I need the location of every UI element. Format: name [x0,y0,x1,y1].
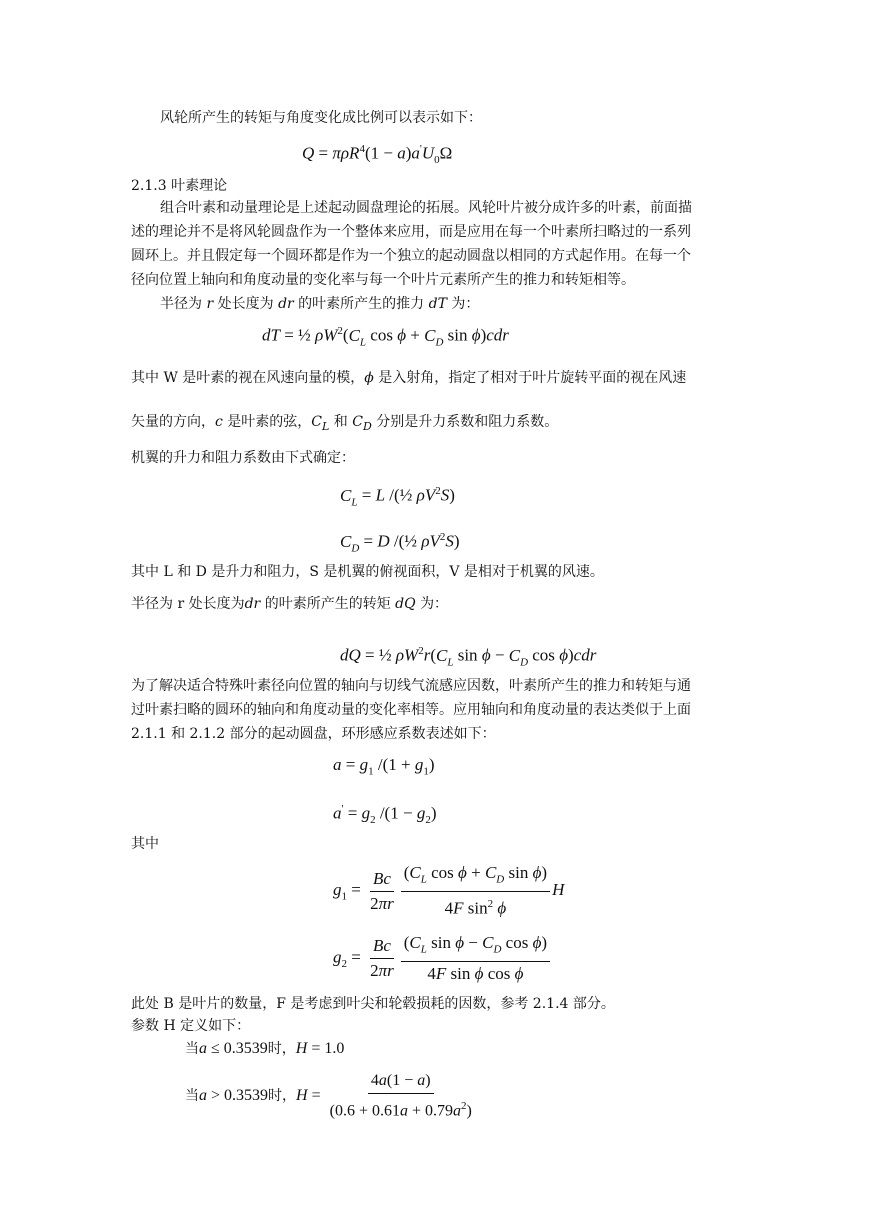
equation-torque-element: dQ = ½ $\rho W^2r(C_L$ $\sin \phi - C_D$ cos ϕ)cdr [340,645,597,669]
paragraph-line: 为了解决适合特殊叶素径向位置的轴向与切线气流感应因数，叶素所产生的推力和转矩与通 [131,678,691,694]
paragraph-torque-element-intro: 半径为 r 处长度为dr 的叶素所产生的转矩 dQ 为： [131,596,449,612]
equation-drag-coefficient: $C_D = D$ /(½ $\rho V^2S$) [340,531,460,555]
equation-torque: $Q = \pi\rho R^4(1 - a)a'U_0\Omega$ [302,143,453,167]
equation-g1: $g_1$ = $\frac{Bc}{2\pi r}$ $\frac{(C_L \cos \phi + C_D \sin \phi)}{4F \sin^2 \phi}$ H [333,863,565,919]
paragraph-line: 机翼的升力和阻力系数由下式确定： [131,450,355,466]
paragraph-line: 组合叶素和动量理论是上述起动圆盘理论的拓展。风轮叶片被分成许多的叶素，前面描 [160,200,692,216]
paragraph-line: 其中 W 是叶素的视在风速向量的模，ϕ 是入射角，指定了相对于叶片旋转平面的视在风速 [131,370,687,386]
paragraph-line: 圆环上。并且假定每一个圆环都是作为一个独立的起动圆盘以相同的方式起作用。在每一个 [131,248,691,264]
equation-lift-coefficient: $C_L = L$ /(½ $\rho V^2S$) [340,485,455,509]
paragraph-line: 述的理论并不是将风轮圆盘作为一个整体来应用，而是应用在每一个叶素所扫略过的一系列 [131,224,691,240]
equation-g2: $g_2$ = $\frac{Bc}{2\pi r}$ $\frac{(C_L \sin \phi - C_D \cos \phi)}{\text{4F sin ϕ cos ϕ}}$ [333,932,552,985]
paragraph-line: 矢量的方向，c 是叶素的弦，$C_L$ 和 $C_D$ 分别是升力系数和阻力系数。 [131,414,559,433]
paragraph-line: 其中 [131,836,159,852]
condition-case-1: 当a ≤ 0.3539时，H = 1.0 [185,1040,345,1057]
equation-thrust: dT = ½ $\rho W^2(C_L$ $\cos \phi + C_D$ sin ϕ)cdr [262,325,509,349]
paragraph-line: 参数 H 定义如下： [131,1018,251,1034]
paragraph-line: 其中 L 和 D 是升力和阻力，S 是机翼的俯视面积，V 是相对于机翼的风速。 [131,564,604,580]
paragraph-line: 过叶素扫略的圆环的轴向和角度动量的变化率相等。应用轴向和角度动量的表达类似于上面 [131,702,691,718]
paragraph-line: 此处 B 是叶片的数量，F 是考虑到叶尖和轮毂损耗的因数，参考 2.1.4 部分。 [131,996,615,1012]
paragraph-line: 径向位置上轴向和角度动量的变化率与每一个叶片元素所产生的推力和转矩相等。 [131,272,635,288]
paragraph-thrust-intro: 半径为 r 处长度为 dr 的叶素所产生的推力 dT 为： [160,296,480,312]
paragraph-line: 2.1.1 和 2.1.2 部分的起动圆盘，环形感应系数表述如下： [131,726,496,742]
paragraph-torque-intro: 风轮所产生的转矩与角度变化成比例可以表示如下： [160,110,482,126]
condition-case-2: 当a > 0.3539时，H = $\frac{4a(1 - a)}{(0.6 + 0.61a + 0.79a^2)}$ [185,1072,472,1120]
equation-tangential-induction: $a' = g_2$ $/(1 - g_2)$ [333,803,437,827]
equation-axial-induction: $a = g_1$ $/(1 + g_1)$ [333,755,435,778]
section-heading: 2.1.3 叶素理论 [131,178,228,194]
